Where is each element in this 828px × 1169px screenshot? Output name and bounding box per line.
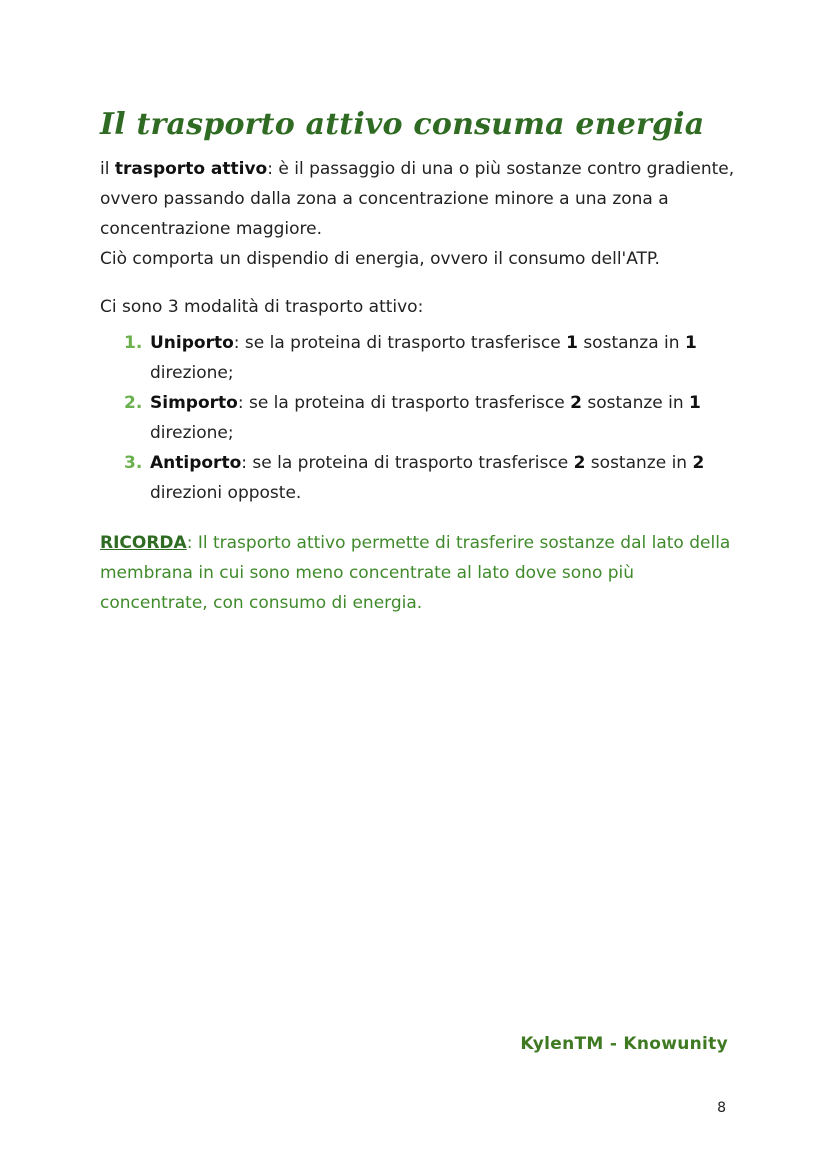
mode-text: : se la proteina di trasporto trasferisce <box>237 393 571 413</box>
remember-label: RICORDA <box>100 533 187 553</box>
mode-direction-count: 2 <box>692 453 705 473</box>
mode-count: 2 <box>573 453 586 473</box>
mode-text: direzioni opposte. <box>150 483 302 503</box>
intro-prefix: il <box>100 159 115 179</box>
list-item-uniporto <box>124 328 740 388</box>
page-number: 8 <box>717 1100 726 1116</box>
intro-definition: : è il passaggio di una o più sostanze contro gradiente, ovvero passando dalla zona a concentrazione minore a una zona a concentrazione maggiore. <box>100 159 735 239</box>
mode-text: direzione; <box>150 363 234 383</box>
mode-count: 2 <box>570 393 582 413</box>
remember-text: : Il trasporto attivo permette di trasferire sostanze dal lato della membrana in cui sono meno concentrate al lato dove sono più concentrate, con consumo di energia. <box>100 533 731 613</box>
list-number: 1. <box>124 333 143 353</box>
mode-name: Uniporto <box>150 333 234 353</box>
intro-term: trasporto attivo <box>114 159 268 179</box>
mode-direction-count: 1 <box>689 393 701 413</box>
intro-paragraph <box>100 154 740 274</box>
modes-intro: Ci sono 3 modalità di trasporto attivo: <box>100 297 424 317</box>
mode-text: sostanze in <box>581 393 690 413</box>
mode-text: sostanza in <box>577 333 685 353</box>
spacer <box>100 274 740 292</box>
author-signature: KylenTM - Knowunity <box>520 1034 728 1054</box>
remember-note <box>100 528 740 618</box>
page-title: Il trasporto attivo consuma energia <box>100 107 705 142</box>
list-item-simporto <box>124 388 740 448</box>
mode-text: : se la proteina di trasporto trasferisce <box>233 333 567 353</box>
mode-direction-count: 1 <box>684 333 697 353</box>
document-page <box>100 100 740 635</box>
list-number: 2. <box>124 393 143 413</box>
mode-name: Antiporto <box>150 453 242 473</box>
mode-text: : se la proteina di trasporto trasferisce <box>241 453 574 473</box>
list-number: 3. <box>124 453 143 473</box>
mode-text: sostanze in <box>585 453 693 473</box>
mode-name: Simporto <box>150 393 238 413</box>
modes-list <box>100 328 740 508</box>
mode-count: 1 <box>566 333 578 353</box>
mode-text: direzione; <box>150 423 234 443</box>
intro-consequence: Ciò comporta un dispendio di energia, ovvero il consumo dell'ATP. <box>100 249 660 269</box>
list-item-antiporto <box>124 448 740 508</box>
